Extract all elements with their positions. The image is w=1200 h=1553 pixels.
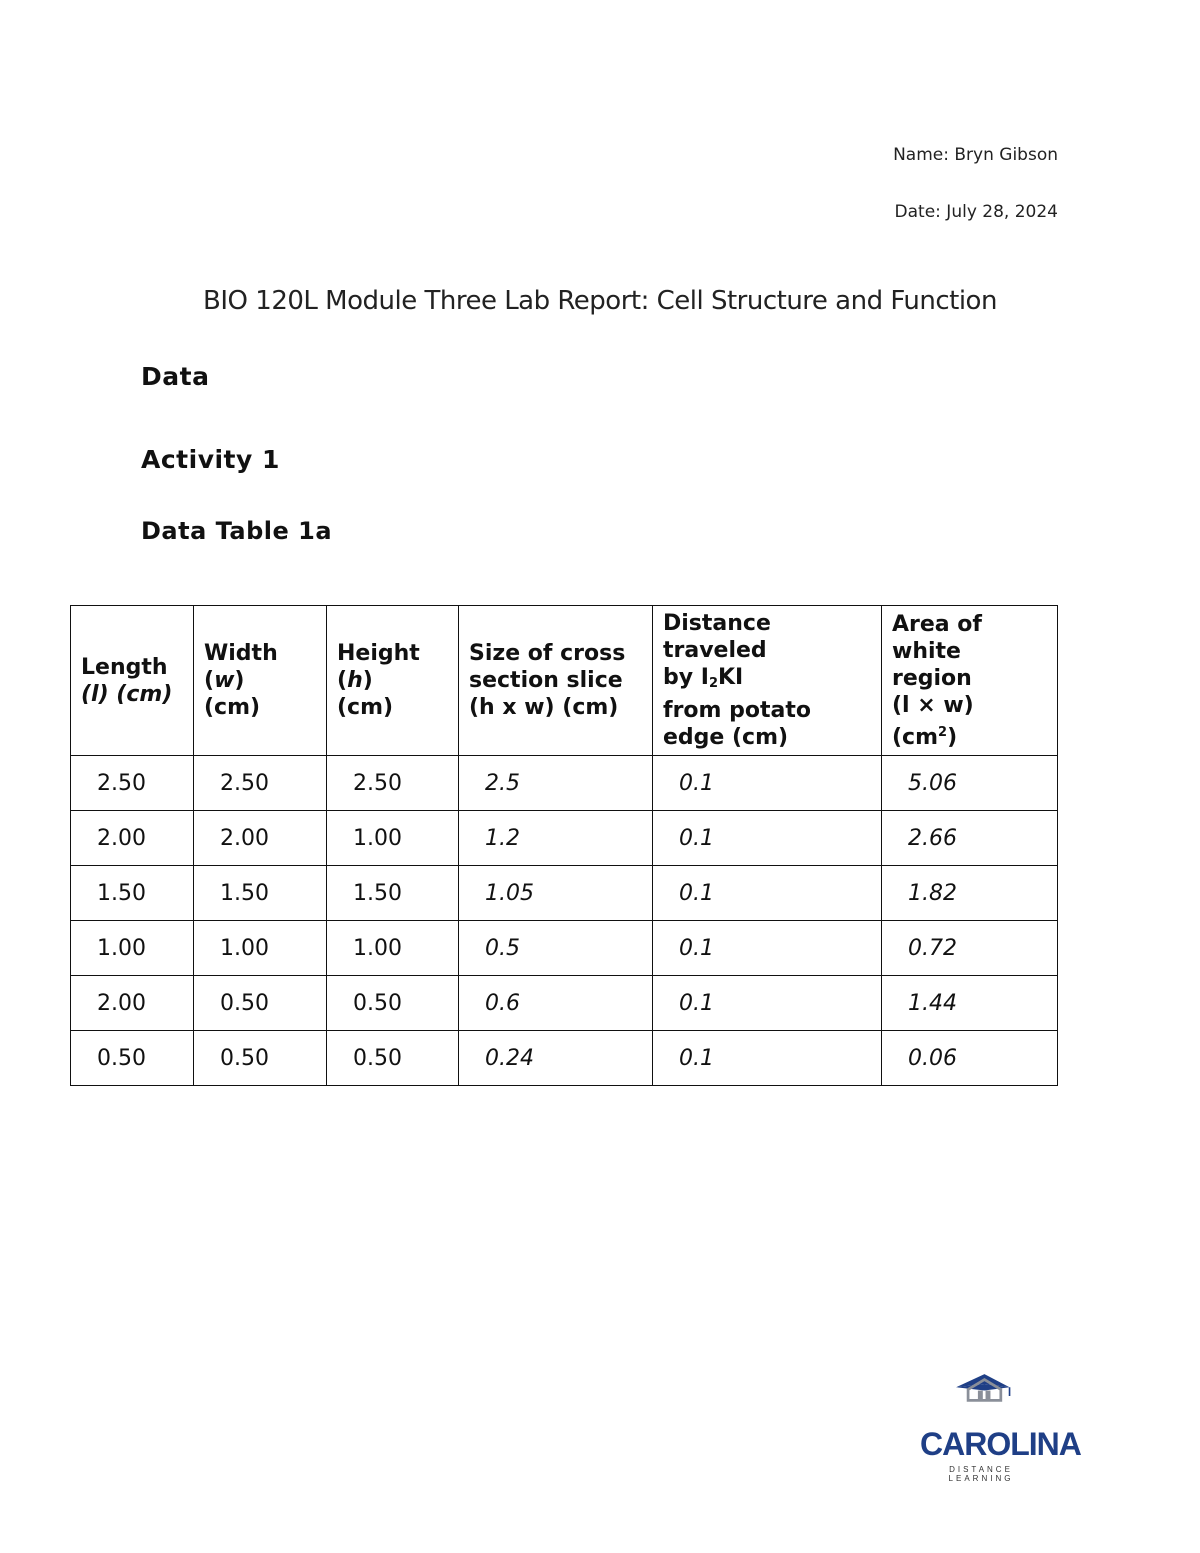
cell-area: 0.06	[882, 1031, 1058, 1086]
cell-distance: 0.1	[653, 1031, 882, 1086]
section-heading-data: Data	[141, 362, 210, 391]
cell-distance: 0.1	[653, 976, 882, 1031]
logo-wordmark: CAROLINA	[920, 1426, 1081, 1462]
cell-width: 0.50	[194, 1031, 327, 1086]
house-cap-icon	[920, 1372, 1050, 1432]
cell-cross-section: 1.05	[459, 866, 653, 921]
cell-cross-section: 0.6	[459, 976, 653, 1031]
cell-cross-section: 0.24	[459, 1031, 653, 1086]
cell-width: 0.50	[194, 976, 327, 1031]
col-header-cross-section: Size of cross section slice (h x w) (cm)	[459, 606, 653, 756]
data-table-1a	[70, 605, 1058, 1086]
cell-cross-section: 0.5	[459, 921, 653, 976]
col-header-height: Height (h) (cm)	[327, 606, 459, 756]
cell-length: 0.50	[71, 1031, 194, 1086]
table-row	[71, 921, 1058, 976]
cell-distance: 0.1	[653, 756, 882, 811]
table-row	[71, 866, 1058, 921]
section-heading-activity: Activity 1	[141, 445, 280, 474]
cell-width: 1.50	[194, 866, 327, 921]
cell-cross-section: 2.5	[459, 756, 653, 811]
cell-height: 2.50	[327, 756, 459, 811]
cell-area: 1.82	[882, 866, 1058, 921]
cell-area: 2.66	[882, 811, 1058, 866]
col-header-distance: Distance traveled by $I_2KI$ from potato edge (cm)	[653, 606, 882, 756]
table-row	[71, 976, 1058, 1031]
cell-length: 1.00	[71, 921, 194, 976]
cell-width: 1.00	[194, 921, 327, 976]
cell-length: 2.00	[71, 976, 194, 1031]
cell-height: 1.00	[327, 921, 459, 976]
col-header-length: Length (l) (cm)	[71, 606, 194, 756]
cell-width: 2.00	[194, 811, 327, 866]
cell-distance: 0.1	[653, 921, 882, 976]
table-row	[71, 756, 1058, 811]
cell-cross-section: 1.2	[459, 811, 653, 866]
cell-height: 1.50	[327, 866, 459, 921]
cell-area: 0.72	[882, 921, 1058, 976]
page-title: BIO 120L Module Three Lab Report: Cell Structure and Function	[203, 286, 997, 316]
cell-length: 2.00	[71, 811, 194, 866]
cell-area: 5.06	[882, 756, 1058, 811]
cell-width: 2.50	[194, 756, 327, 811]
cell-area: 1.44	[882, 976, 1058, 1031]
cell-length: 1.50	[71, 866, 194, 921]
student-name: Name: Bryn Gibson	[893, 145, 1058, 165]
cell-height: 0.50	[327, 1031, 459, 1086]
report-date: Date: July 28, 2024	[894, 202, 1058, 222]
table-header-row	[71, 606, 1058, 756]
col-header-width: Width (w) (cm)	[194, 606, 327, 756]
col-header-area: Area of white region (l × w) $(cm^2)$	[882, 606, 1058, 756]
cell-height: 0.50	[327, 976, 459, 1031]
cell-distance: 0.1	[653, 866, 882, 921]
cell-height: 1.00	[327, 811, 459, 866]
cell-length: 2.50	[71, 756, 194, 811]
table-title: Data Table 1a	[141, 517, 333, 545]
table-row	[71, 811, 1058, 866]
cell-distance: 0.1	[653, 811, 882, 866]
table-row	[71, 1031, 1058, 1086]
logo-tagline: DISTANCE LEARNING	[948, 1465, 1014, 1483]
